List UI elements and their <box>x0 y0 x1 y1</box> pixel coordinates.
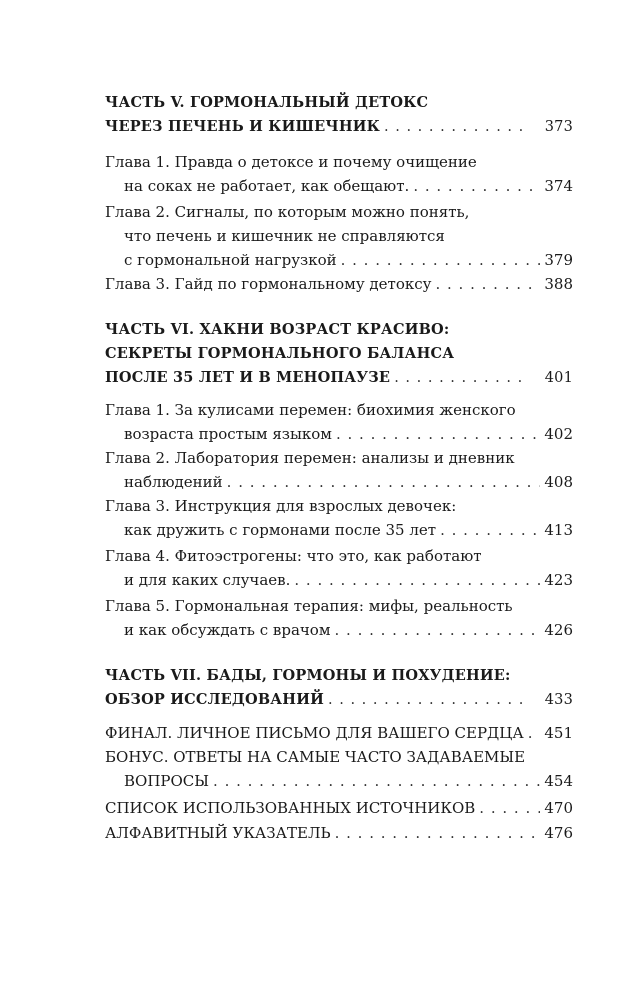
toc-entry-chapter <box>105 544 573 592</box>
toc-line <box>105 174 573 198</box>
toc-entry-title: наблюдений <box>124 473 223 491</box>
toc-line <box>105 91 573 115</box>
toc-line <box>105 721 573 745</box>
page-number: 476 <box>544 824 573 842</box>
toc-entry-title: Глава 2. Лаборатория перемен: анализы и дневник <box>105 449 515 467</box>
toc-entry-part <box>105 664 573 712</box>
page-number: 402 <box>544 425 573 443</box>
toc-entry-section <box>105 821 573 845</box>
page-number: 451 <box>544 724 573 742</box>
dot-leader <box>528 721 541 745</box>
toc-line <box>105 494 573 518</box>
toc-entry-title: Глава 1. Правда о детоксе и почему очищение <box>105 153 477 171</box>
toc-line <box>105 200 573 224</box>
toc-entry-title: и для каких случаев. <box>124 571 291 589</box>
toc-line <box>105 618 573 642</box>
toc-entry-title: Глава 3. Инструкция для взрослых девочек: <box>105 497 457 515</box>
toc-entry-title: СПИСОК ИСПОЛЬЗОВАННЫХ ИСТОЧНИКОВ <box>105 799 476 817</box>
toc-line <box>105 422 573 446</box>
toc-entry-chapter <box>105 272 573 296</box>
toc-line <box>105 594 573 618</box>
toc-entry-section <box>105 721 573 745</box>
page-number: 373 <box>544 119 573 135</box>
toc-entry-title: возраста простым языком <box>124 425 332 443</box>
dot-leader <box>335 618 541 642</box>
page-number: 454 <box>544 772 573 790</box>
toc-entry-title: ЧАСТЬ VI. ХАКНИ ВОЗРАСТ КРАСИВО: <box>105 321 450 338</box>
toc-entry-title: что печень и кишечник не справляются <box>124 227 445 245</box>
toc-line <box>105 398 573 422</box>
toc-line <box>105 446 573 470</box>
toc-entry-title: ОБЗОР ИССЛЕДОВАНИЙ <box>105 691 325 708</box>
toc-entry-chapter <box>105 200 573 272</box>
toc-entry-title: ВОПРОСЫ <box>124 772 210 790</box>
page-number: 426 <box>544 621 573 639</box>
page-number: 470 <box>544 799 573 817</box>
page-number: 408 <box>544 473 573 491</box>
toc-entry-title: АЛФАВИТНЫЙ УКАЗАТЕЛЬ <box>105 824 331 842</box>
page-number: 433 <box>544 692 573 708</box>
toc-line <box>105 272 573 296</box>
toc-line <box>105 796 573 820</box>
toc-entry-title: с гормональной нагрузкой <box>124 251 337 269</box>
toc-line <box>105 470 573 494</box>
toc-line <box>105 688 573 712</box>
dot-leader <box>384 115 523 139</box>
toc-line <box>105 568 573 592</box>
dot-leader <box>413 174 540 198</box>
toc-line <box>105 318 573 342</box>
toc-entry-part <box>105 91 573 139</box>
toc-line <box>105 745 573 769</box>
toc-entry-title: как дружить с гормонами после 35 лет <box>124 521 437 539</box>
toc-entry-chapter <box>105 494 573 542</box>
toc-entry-title: Глава 5. Гормональная терапия: мифы, реальность <box>105 597 513 615</box>
toc-entry-chapter <box>105 150 573 198</box>
page-number: 413 <box>544 521 573 539</box>
toc-entry-part <box>105 318 573 390</box>
toc-entry-title: БОНУС. ОТВЕТЫ НА САМЫЕ ЧАСТО ЗАДАВАЕМЫЕ <box>105 748 526 766</box>
toc-entry-title: ЧАСТЬ VII. БАДЫ, ГОРМОНЫ И ПОХУДЕНИЕ: <box>105 667 511 684</box>
dot-leader <box>294 568 540 592</box>
dot-leader <box>479 796 540 820</box>
toc-line <box>105 150 573 174</box>
toc-line <box>105 664 573 688</box>
toc-entry-chapter <box>105 398 573 446</box>
dot-leader <box>213 769 540 793</box>
toc-entry-section <box>105 745 573 793</box>
dot-leader <box>341 248 541 272</box>
toc-entry-title: Глава 3. Гайд по гормональному детоксу <box>105 275 432 293</box>
page-number: 423 <box>544 571 573 589</box>
toc-entry-title: СЕКРЕТЫ ГОРМОНАЛЬНОГО БАЛАНСА <box>105 345 455 362</box>
toc-entry-title: Глава 4. Фитоэстрогены: что это, как работают <box>105 547 482 565</box>
toc-entry-section <box>105 796 573 820</box>
dot-leader <box>394 366 523 390</box>
dot-leader <box>336 422 540 446</box>
page-number: 379 <box>544 251 573 269</box>
toc-line <box>105 821 573 845</box>
toc-line <box>105 366 573 390</box>
toc-entry-chapter <box>105 594 573 642</box>
toc-entry-chapter <box>105 446 573 494</box>
toc-entry-title: на соках не работает, как обещают. <box>124 177 410 195</box>
toc-entry-title: ФИНАЛ. ЛИЧНОЕ ПИСЬМО ДЛЯ ВАШЕГО СЕРДЦА <box>105 724 524 742</box>
toc-line <box>105 518 573 542</box>
dot-leader <box>440 518 540 542</box>
dot-leader <box>328 688 523 712</box>
dot-leader <box>335 821 541 845</box>
toc-entry-title: ПОСЛЕ 35 ЛЕТ И В МЕНОПАУЗЕ <box>105 369 391 386</box>
toc-entry-title: и как обсуждать с врачом <box>124 621 331 639</box>
toc-line <box>105 248 573 272</box>
toc-entry-title: Глава 2. Сигналы, по которым можно понять, <box>105 203 470 221</box>
toc-line <box>105 115 573 139</box>
page-number: 401 <box>544 370 573 386</box>
toc-line <box>105 342 573 366</box>
toc-entry-title: ЧАСТЬ V. ГОРМОНАЛЬНЫЙ ДЕТОКС <box>105 94 429 111</box>
toc-entry-title: ЧЕРЕЗ ПЕЧЕНЬ И КИШЕЧНИК <box>105 118 381 135</box>
page-number: 374 <box>544 177 573 195</box>
dot-leader <box>227 470 541 494</box>
dot-leader <box>435 272 540 296</box>
toc-entry-title: Глава 1. За кулисами перемен: биохимия женского <box>105 401 516 419</box>
toc-line <box>105 224 573 248</box>
toc-line <box>105 544 573 568</box>
toc-line <box>105 769 573 793</box>
page-number: 388 <box>544 275 573 293</box>
